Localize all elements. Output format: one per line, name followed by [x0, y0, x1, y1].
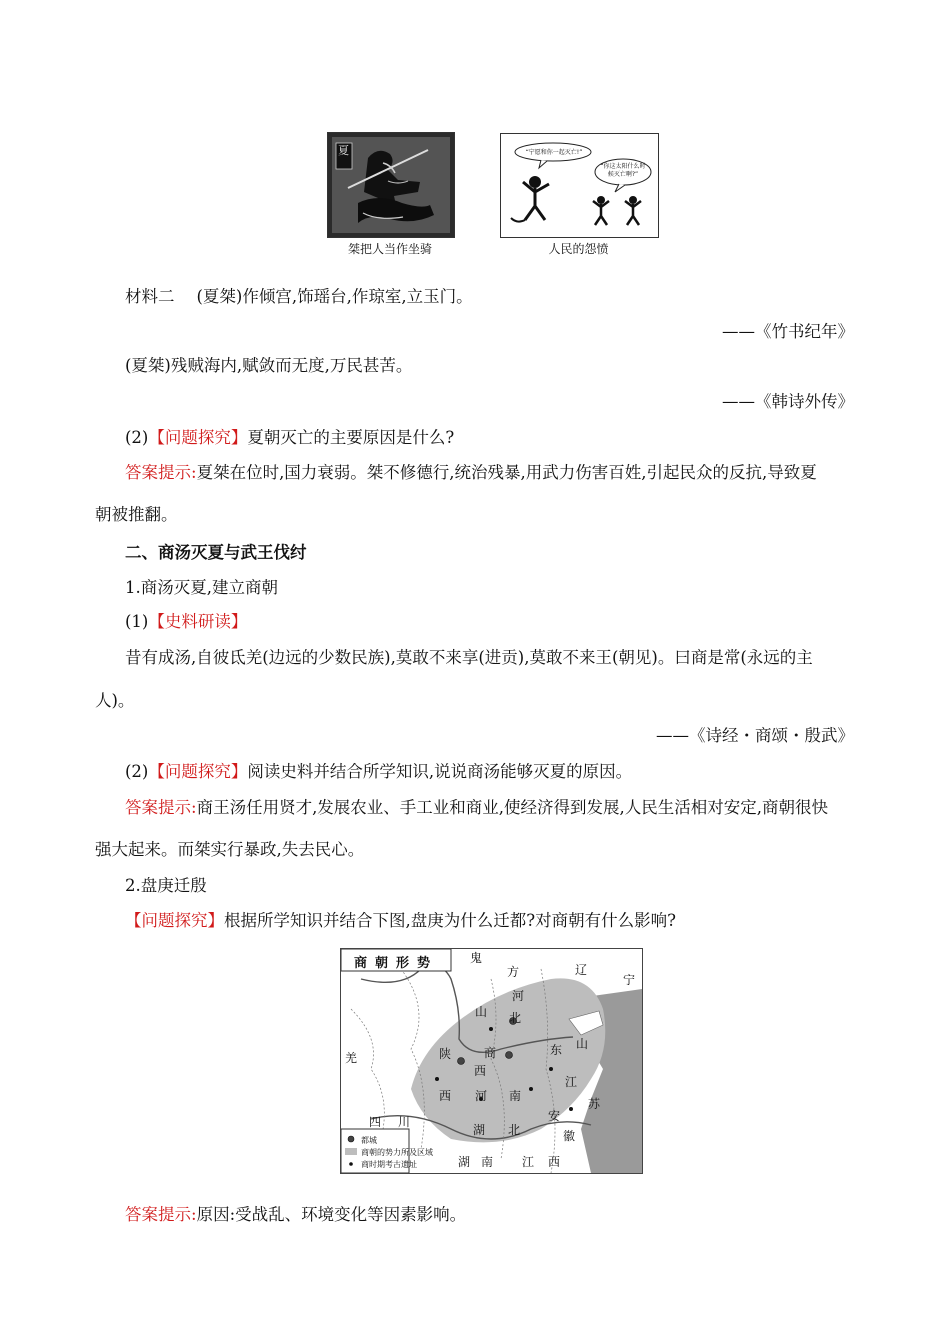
- read-material-heading: [125, 611, 247, 633]
- answer-tag: 答案提示:: [125, 1205, 197, 1224]
- map-label: 河: [475, 1089, 488, 1103]
- shang-dynasty-map: [340, 948, 643, 1174]
- map-label: 苏: [588, 1097, 601, 1111]
- map-label: 湖: [458, 1155, 471, 1169]
- question-text: 夏朝灭亡的主要原因是什么?: [247, 428, 455, 447]
- material2-source: ——《竹书纪年》: [722, 322, 854, 341]
- seal-character: 夏: [338, 144, 349, 157]
- map-label: 西: [548, 1155, 561, 1169]
- map-label: 商: [484, 1046, 497, 1060]
- read-number: (1): [125, 612, 149, 631]
- question-tag: 【问题探究】: [148, 762, 248, 781]
- map-label: 川: [398, 1115, 411, 1129]
- answer-3-line2: 强大起来。而桀实行暴政,失去民心。: [95, 840, 365, 859]
- quote-line1: 昔有成汤,自彼氐羌(边远的少数民族),莫敢不来享(进贡),莫敢不来王(朝见)。曰商是常(永远的主: [125, 648, 813, 667]
- map-label: 北: [508, 1123, 521, 1137]
- question-4: [125, 910, 676, 932]
- material2-label: 材料二: [125, 287, 175, 306]
- answer-text: 原因:受战乱、环境变化等因素影响。: [196, 1205, 467, 1224]
- legend-capital: 都城: [361, 1136, 377, 1145]
- question-2: [125, 427, 454, 449]
- map-label: 鬼: [470, 951, 483, 965]
- map-label: 湖: [473, 1123, 486, 1137]
- map-label: 辽: [575, 963, 588, 977]
- map-label: 羌: [345, 1051, 358, 1065]
- section-heading: 二、商汤灭夏与武王伐纣: [125, 543, 307, 562]
- answer-3-line1: [125, 797, 828, 819]
- map-label: 山: [475, 1005, 488, 1019]
- answer-tag: 答案提示:: [125, 798, 197, 817]
- answer-tag: 答案提示:: [125, 463, 197, 482]
- question-number: (2): [125, 428, 149, 447]
- material2-text: (夏桀)作倾宫,饰瑶台,作琼室,立玉门。: [196, 287, 473, 306]
- map-label: 西: [474, 1064, 487, 1078]
- answer-text: 商王汤任用贤才,发展农业、手工业和商业,使经济得到发展,人民生活相对安定,商朝很快: [196, 798, 829, 817]
- read-tag: 【史料研读】: [148, 612, 248, 631]
- map-label: 南: [481, 1155, 494, 1169]
- subsection-1-title: 1.商汤灭夏,建立商朝: [125, 578, 278, 597]
- map-label: 西: [439, 1089, 452, 1103]
- map-label: 南: [509, 1089, 522, 1103]
- right-figure-caption: 人民的怨愤: [548, 242, 609, 256]
- question-text: 根据所学知识并结合下图,盘庚为什么迁都?对商朝有什么影响?: [224, 911, 676, 930]
- question-tag: 【问题探究】: [125, 911, 224, 930]
- subsection-2-title: 2.盘庚迁殷: [125, 876, 207, 895]
- speech-bubble-1: “宁愿和你一起灭亡!”: [525, 149, 583, 156]
- map-graphic: [341, 949, 642, 1173]
- quote-line2: 人)。: [95, 691, 135, 710]
- answer-2-line1: [125, 462, 817, 484]
- map-label: 山: [576, 1037, 589, 1051]
- question-number: (2): [125, 762, 149, 781]
- map-label: 北: [509, 1011, 522, 1025]
- map-label: 陕: [439, 1047, 452, 1061]
- answer-text: 夏桀在位时,国力衰弱。桀不修德行,统治残暴,用武力伤害百姓,引起民众的反抗,导致夏: [196, 463, 817, 482]
- map-label: 徽: [563, 1129, 576, 1143]
- map-label: 方: [507, 965, 520, 979]
- figure-jie-riding-people: [327, 132, 455, 238]
- material2b-text: (夏桀)残贼海内,赋敛而无度,万民甚苦。: [125, 356, 413, 375]
- map-label: 江: [565, 1075, 578, 1089]
- material2-line: [125, 286, 473, 308]
- map-label: 四: [369, 1115, 382, 1129]
- legend-influence-region: 商朝的势力所及区域: [361, 1148, 433, 1157]
- question-text: 阅读史料并结合所学知识,说说商汤能够灭夏的原因。: [247, 762, 633, 781]
- question-tag: 【问题探究】: [148, 428, 248, 447]
- question-3: [125, 761, 632, 783]
- map-label: 东: [550, 1043, 563, 1057]
- map-title: 商朝形势: [353, 956, 438, 971]
- figure-people-resentment: [500, 133, 659, 238]
- quote-source: ——《诗经・商颂・殷武》: [656, 726, 854, 745]
- map-label: 河: [512, 989, 525, 1003]
- map-label: 江: [522, 1155, 535, 1169]
- legend-archaeological-site: 商时期考古遗址: [361, 1160, 417, 1169]
- material2b-source: ——《韩诗外传》: [722, 392, 854, 411]
- answer-2-line2: 朝被推翻。: [95, 505, 178, 524]
- map-label: 宁: [623, 973, 636, 987]
- map-label: 安: [548, 1109, 561, 1123]
- answer-4: [125, 1204, 466, 1226]
- left-figure-caption: 桀把人当作坐骑: [347, 242, 432, 256]
- speech-bubble-2: “你这太阳什么时候灭亡啊?”: [600, 163, 646, 178]
